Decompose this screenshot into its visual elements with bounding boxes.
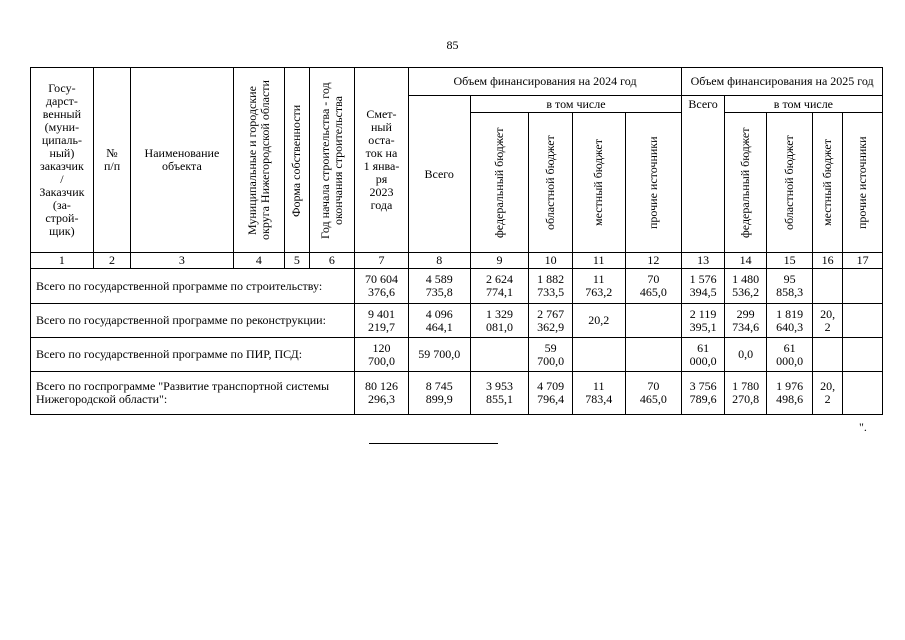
column-number: 17 <box>843 253 883 269</box>
column-number: 5 <box>285 253 309 269</box>
table-cell: 4 589 735,8 <box>408 269 470 304</box>
table-cell: 20,2 <box>572 304 625 338</box>
table-cell <box>843 269 883 304</box>
header-municipal: Муниципальные и городские округа Нижегородской области <box>233 68 285 253</box>
table-cell <box>843 338 883 372</box>
header-number: № п/п <box>93 68 130 253</box>
table-cell: 70 465,0 <box>625 269 682 304</box>
table-cell: 80 126 296,3 <box>355 372 409 415</box>
table-cell: 299 734,6 <box>724 304 767 338</box>
table-cell: 1 976 498,6 <box>767 372 813 415</box>
table-cell <box>625 338 682 372</box>
header-object-name: Наименование объекта <box>131 68 233 253</box>
header-2025-regional: областной бюджет <box>767 113 813 253</box>
table-row <box>31 269 883 304</box>
table-cell: 1 882 733,5 <box>529 269 573 304</box>
column-number: 15 <box>767 253 813 269</box>
table-cell: 20, 2 <box>812 372 842 415</box>
table-cell: 4 709 796,4 <box>529 372 573 415</box>
header-estimated-balance: Смет- ный оста- ток на 1 янва- ря 2023 года <box>355 68 409 253</box>
table-cell <box>572 338 625 372</box>
header-2025-other: прочие источники <box>843 113 883 253</box>
table-cell: 2 767 362,9 <box>529 304 573 338</box>
table-cell: 9 401 219,7 <box>355 304 409 338</box>
column-number: 14 <box>724 253 767 269</box>
column-number-row <box>31 253 883 269</box>
table-cell: 1 780 270,8 <box>724 372 767 415</box>
column-number: 2 <box>93 253 130 269</box>
column-number: 6 <box>309 253 355 269</box>
header-2024-federal: федеральный бюджет <box>470 113 529 253</box>
table-cell: 3 953 855,1 <box>470 372 529 415</box>
page-number: 85 <box>446 38 459 52</box>
header-2025-including: в том числе <box>724 96 882 113</box>
header-2025-local: местный бюджет <box>812 113 842 253</box>
row-label: Всего по государственной программе по строительству: <box>31 269 355 304</box>
table-cell <box>812 338 842 372</box>
table-cell: 1 329 081,0 <box>470 304 529 338</box>
table-cell <box>843 304 883 338</box>
header-funding-2024: Объем финансирования на 2024 год <box>408 68 682 96</box>
header-customer: Госу- дарст- венный (муни- ципаль- ный) заказчик / Заказчик (за- строй- щик) <box>31 68 94 253</box>
column-number: 7 <box>355 253 409 269</box>
separator-line <box>369 443 498 444</box>
table-cell: 59 700,0 <box>529 338 573 372</box>
table-cell: 70 465,0 <box>625 372 682 415</box>
table-cell: 2 119 395,1 <box>682 304 725 338</box>
column-number: 1 <box>31 253 94 269</box>
header-2024-regional: областной бюджет <box>529 113 573 253</box>
header-2024-including: в том числе <box>470 96 682 113</box>
table-cell <box>470 338 529 372</box>
header-ownership: Форма собственности <box>285 68 309 253</box>
table-cell: 61 000,0 <box>767 338 813 372</box>
header-2024-other: прочие источники <box>625 113 682 253</box>
table-cell: 61 000,0 <box>682 338 725 372</box>
header-2025-total: Всего <box>682 96 725 253</box>
header-years: Год начала строительства - год окончания строительства <box>309 68 355 253</box>
table-cell <box>625 304 682 338</box>
table-row <box>31 372 883 415</box>
table-cell: 1 576 394,5 <box>682 269 725 304</box>
table-cell: 3 756 789,6 <box>682 372 725 415</box>
column-number: 16 <box>812 253 842 269</box>
table-cell: 11 783,4 <box>572 372 625 415</box>
column-number: 4 <box>233 253 285 269</box>
header-funding-2025: Объем финансирования на 2025 год <box>682 68 883 96</box>
closing-quote: ". <box>859 420 867 434</box>
table-cell: 95 858,3 <box>767 269 813 304</box>
funding-table <box>30 67 883 415</box>
table-cell <box>812 269 842 304</box>
row-label: Всего по государственной программе по ПИР, ПСД: <box>31 338 355 372</box>
table-cell: 4 096 464,1 <box>408 304 470 338</box>
column-number: 12 <box>625 253 682 269</box>
table-cell: 8 745 899,9 <box>408 372 470 415</box>
table-cell: 11 763,2 <box>572 269 625 304</box>
table-row <box>31 304 883 338</box>
table-cell: 120 700,0 <box>355 338 409 372</box>
table-cell: 59 700,0 <box>408 338 470 372</box>
table-cell: 1 480 536,2 <box>724 269 767 304</box>
table-cell: 0,0 <box>724 338 767 372</box>
column-number: 11 <box>572 253 625 269</box>
row-label: Всего по госпрограмме "Развитие транспортной системы Нижегородской области": <box>31 372 355 415</box>
column-number: 3 <box>131 253 233 269</box>
table-cell: 2 624 774,1 <box>470 269 529 304</box>
row-label: Всего по государственной программе по реконструкции: <box>31 304 355 338</box>
table-row <box>31 338 883 372</box>
table-cell <box>843 372 883 415</box>
table-cell: 20, 2 <box>812 304 842 338</box>
header-2024-local: местный бюджет <box>572 113 625 253</box>
header-2025-federal: федеральный бюджет <box>724 113 767 253</box>
column-number: 8 <box>408 253 470 269</box>
table-cell: 1 819 640,3 <box>767 304 813 338</box>
table-cell: 70 604 376,6 <box>355 269 409 304</box>
column-number: 10 <box>529 253 573 269</box>
column-number: 13 <box>682 253 725 269</box>
header-2024-total: Всего <box>408 96 470 253</box>
column-number: 9 <box>470 253 529 269</box>
